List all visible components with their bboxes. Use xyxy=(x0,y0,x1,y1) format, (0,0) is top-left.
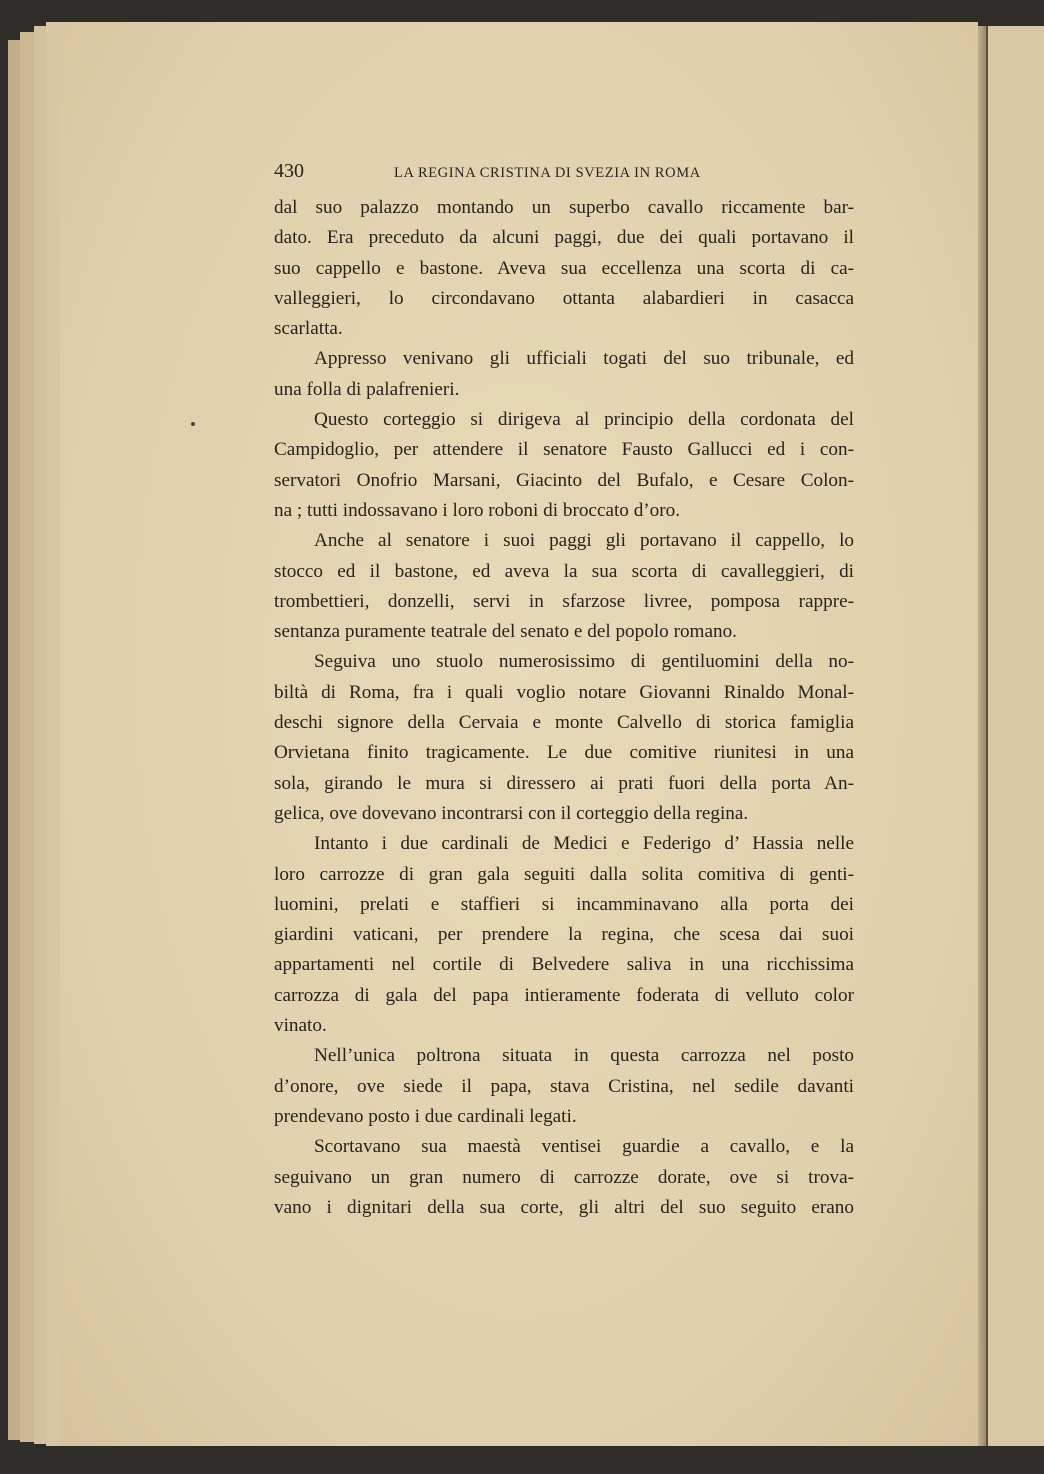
text-line: Orvietana finito tragicamente. Le due comitive riunitesi in una xyxy=(274,742,854,764)
text-line: sentanza puramente teatrale del senato e del popolo romano. xyxy=(274,621,737,643)
facing-page xyxy=(986,26,1044,1446)
text-line: Scortavano sua maestà ventisei guardie a cavallo, e la xyxy=(314,1136,854,1158)
text-line: valleggieri, lo circondavano ottanta alabardieri in casacca xyxy=(274,287,854,309)
text-line: biltà di Roma, fra i quali voglio notare Giovanni Rinaldo Monal- xyxy=(274,681,854,703)
text-line: d’onore, ove siede il papa, stava Cristina, nel sedile davanti xyxy=(274,1075,854,1097)
paragraph xyxy=(274,405,854,526)
running-title: LA REGINA CRISTINA DI SVEZIA IN ROMA xyxy=(394,165,701,181)
text-line: suo cappello e bastone. Aveva sua eccellenza una scorta di ca- xyxy=(274,257,854,279)
text-line: vano i dignitari della sua corte, gli altri del suo seguito erano xyxy=(274,1196,854,1218)
text-line: servatori Onofrio Marsani, Giacinto del Bufalo, e Cesare Colon- xyxy=(274,469,854,491)
paragraph xyxy=(274,1041,854,1132)
text-line: Appresso venivano gli ufficiali togati del suo tribunale, ed xyxy=(314,348,854,370)
text-line: na ; tutti indossavano i loro roboni di broccato d’oro. xyxy=(274,499,681,521)
text-line: dato. Era preceduto da alcuni paggi, due dei quali portavano il xyxy=(274,227,854,249)
text-line: appartamenti nel cortile di Belvedere saliva in una ricchissima xyxy=(274,954,854,976)
text-line: prendevano posto i due cardinali legati. xyxy=(274,1105,577,1127)
text-line: sola, girando le mura si diressero ai prati fuori della porta An- xyxy=(274,772,854,794)
text-line: una folla di palafrenieri. xyxy=(274,378,460,400)
text-line: Questo corteggio si dirigeva al principio della cordonata del xyxy=(314,409,854,431)
paragraph xyxy=(274,829,854,1041)
text-line: dal suo palazzo montando un superbo cavallo riccamente bar- xyxy=(274,197,854,218)
paragraph xyxy=(274,647,854,829)
text-line: Nell’unica poltrona situata in questa carrozza nel posto xyxy=(314,1045,854,1067)
text-line: gelica, ove dovevano incontrarsi con il corteggio della regina. xyxy=(274,802,749,824)
paragraph xyxy=(274,526,854,647)
paragraph xyxy=(274,193,854,344)
paragraph xyxy=(274,344,854,405)
text-line: stocco ed il bastone, ed aveva la sua scorta di cavalleggieri, di xyxy=(274,560,854,582)
text-line: deschi signore della Cervaia e monte Calvello di storica famiglia xyxy=(274,712,854,734)
text-line: Campidoglio, per attendere il senatore Fausto Gallucci ed i con- xyxy=(274,439,854,461)
paper-spot xyxy=(191,422,195,426)
text-line: loro carrozze di gran gala seguiti dalla solita comitiva di genti- xyxy=(274,863,854,885)
page-number: 430 xyxy=(274,160,304,182)
paragraph xyxy=(274,1132,854,1223)
text-line: Anche al senatore i suoi paggi gli portavano il cappello, lo xyxy=(314,530,854,552)
text-line: Seguiva uno stuolo numerosissimo di gentiluomini della no- xyxy=(314,651,854,673)
text-line: Intanto i due cardinali de Medici e Federigo d’ Hassia nelle xyxy=(314,833,854,855)
text-line: seguivano un gran numero di carrozze dorate, ove si trova- xyxy=(274,1166,854,1188)
text-line: luomini, prelati e staffieri si incamminavano alla porta dei xyxy=(274,893,854,915)
text-line: giardini vaticani, per prendere la regina, che scesa dai suoi xyxy=(274,924,854,946)
text-line: trombettieri, donzelli, servi in sfarzose livree, pomposa rappre- xyxy=(274,590,854,612)
text-line: carrozza di gala del papa intieramente foderata di velluto color xyxy=(274,984,854,1006)
text-line: vinato. xyxy=(274,1015,327,1037)
text-line: scarlatta. xyxy=(274,318,343,340)
body-text xyxy=(274,193,854,1223)
